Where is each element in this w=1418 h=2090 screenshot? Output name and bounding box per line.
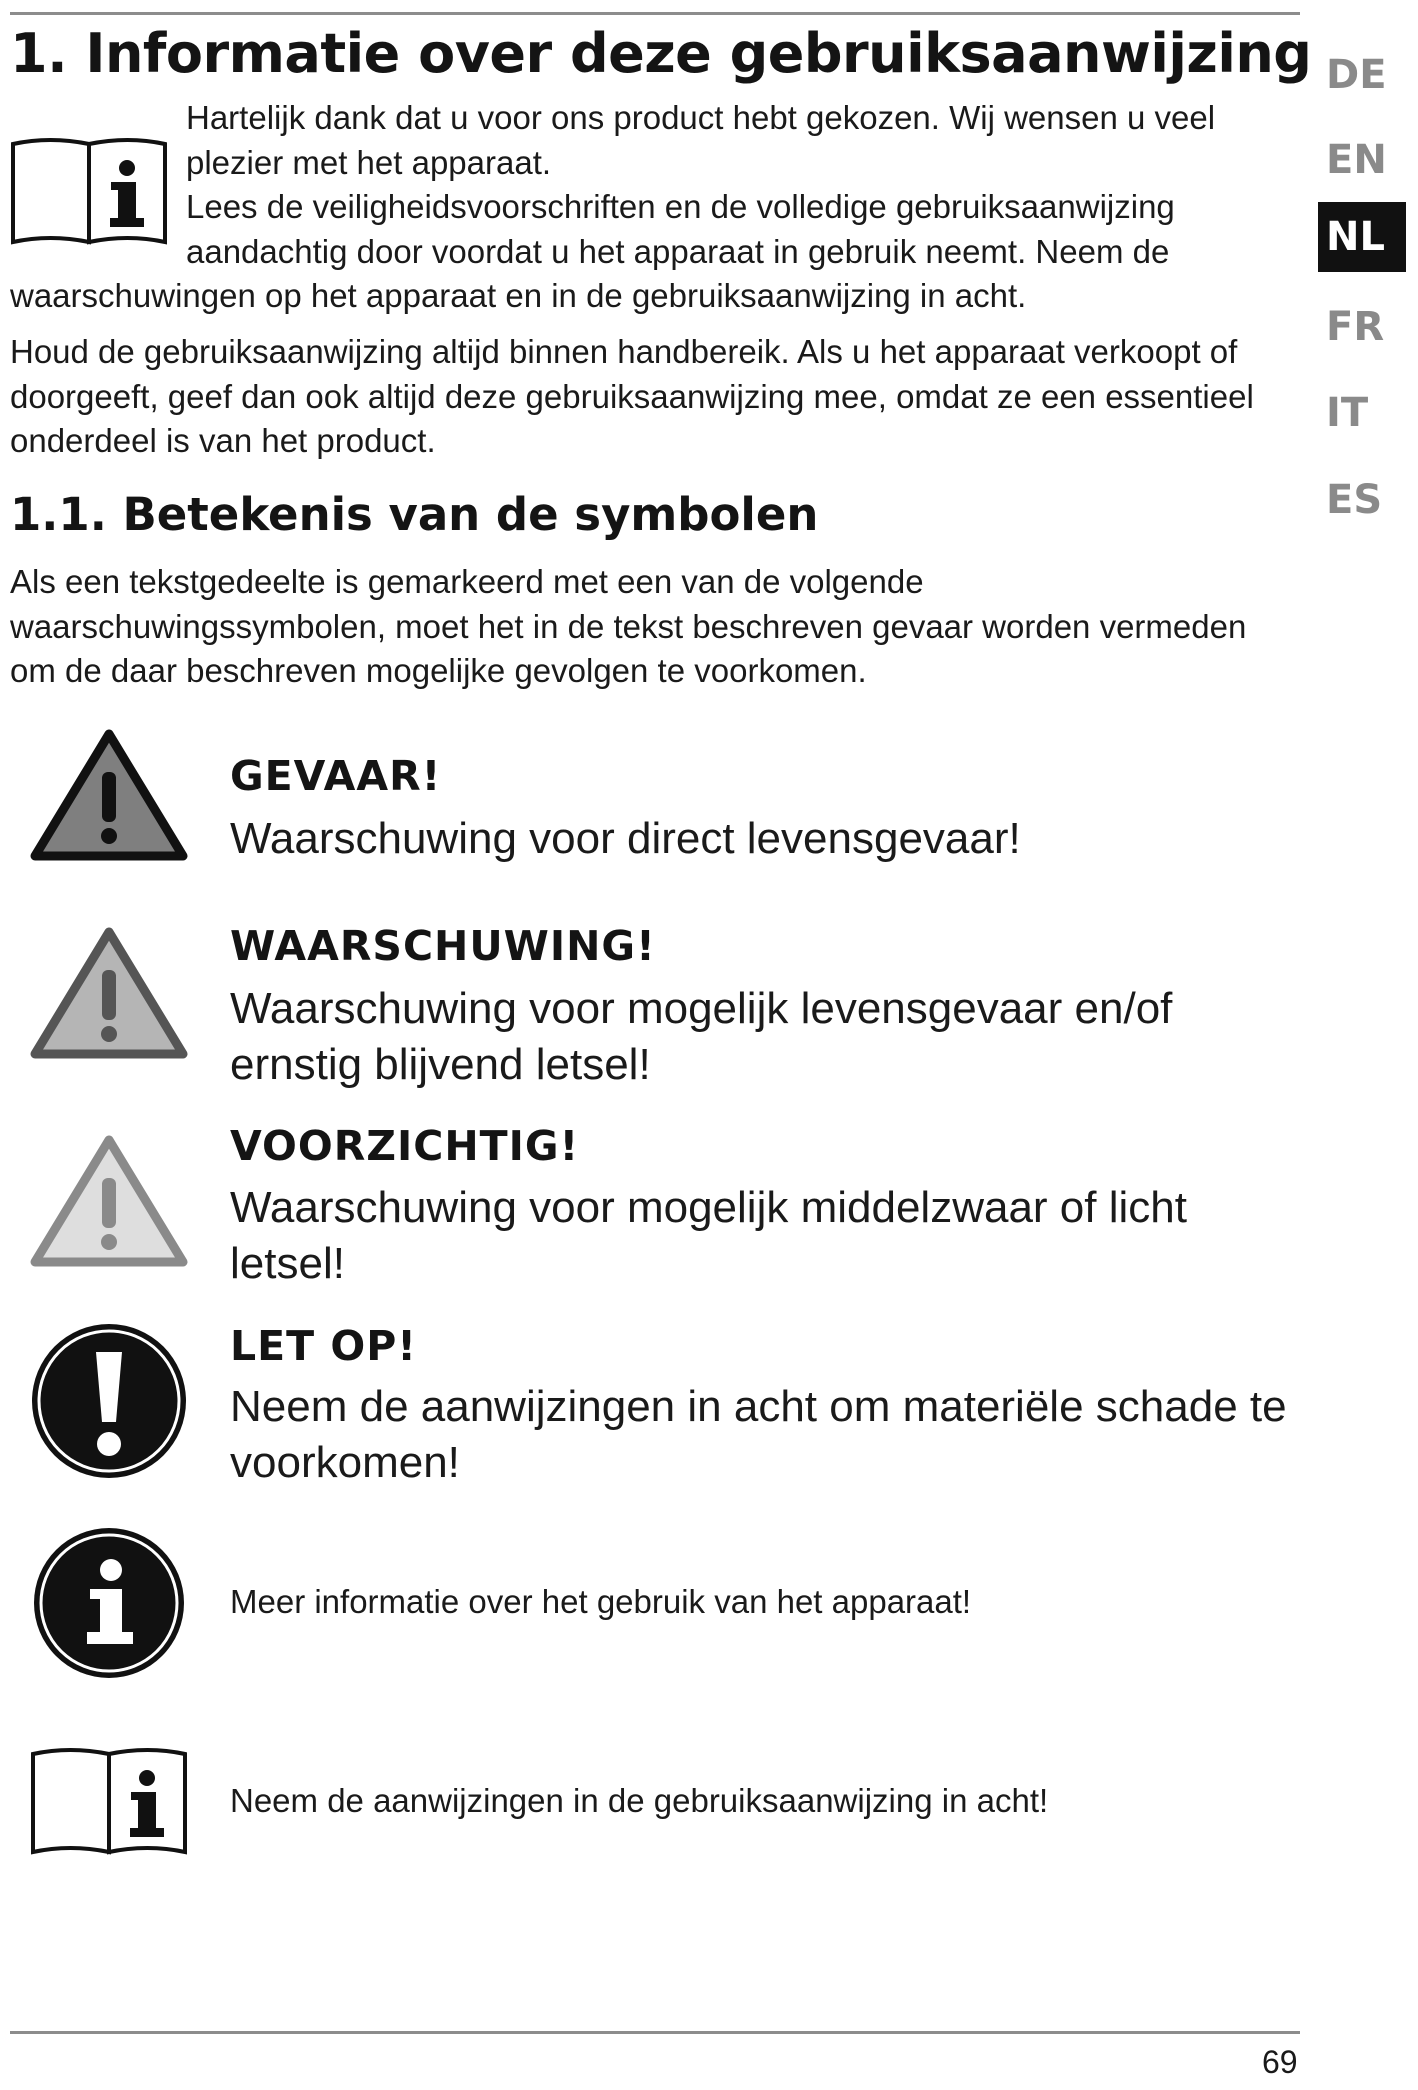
lang-tab-nl[interactable]: NL: [1318, 202, 1406, 272]
manual-info-icon: [30, 1740, 188, 1857]
info-circle-icon: [32, 1526, 186, 1680]
exclamation-circle-icon: [30, 1322, 188, 1480]
caution-text: Waarschuwing voor mogelijk middelzwaar of licht letsel!: [230, 1183, 1187, 1288]
subsection-title: 1.1. Betekenis van de symbolen: [10, 488, 819, 541]
danger-triangle-icon: [30, 728, 188, 862]
intro-safety: Lees de veiligheidsvoorschriften en de volledige gebruiksaanwijzing aandachtig door voordat u het apparaat in gebruik neemt. Neem de waarschuwingen op het apparaat en in de gebruiksaanwijzing in acht.: [10, 188, 1175, 314]
warning-title: WAARSCHUWING!: [230, 922, 656, 970]
intro-thanks: Hartelijk dank dat u voor ons product hebt gekozen. Wij wensen u veel plezier met het apparaat.: [186, 99, 1216, 181]
intro-paragraph: [10, 96, 1300, 319]
danger-text: Waarschuwing voor direct levensgevaar!: [230, 814, 1021, 863]
danger-title: GEVAAR!: [230, 752, 442, 800]
notice-text: Neem de aanwijzingen in acht om materiële schade te voorkomen!: [230, 1382, 1287, 1487]
caution-title: VOORZICHTIG!: [230, 1122, 580, 1170]
info-text: Meer informatie over het gebruik van het apparaat!: [230, 1583, 972, 1620]
top-rule: [10, 12, 1300, 15]
lang-tab-en[interactable]: EN: [1326, 137, 1387, 183]
keep-manual-paragraph: Houd de gebruiksaanwijzing altijd binnen handbereik. Als u het apparaat verkoopt of doorgeeft, geef dan ook altijd deze gebruiksaanwijzing mee, omdat ze een essentieel onderdeel is van het product.: [10, 333, 1254, 459]
section-title: 1. Informatie over deze gebruiksaanwijzing: [10, 22, 1312, 85]
warning-text: Waarschuwing voor mogelijk levensgevaar en/of ernstig blijvend letsel!: [230, 984, 1173, 1089]
symbols-intro-paragraph: Als een tekstgedeelte is gemarkeerd met een van de volgende waarschuwingssymbolen, moet het in de tekst beschreven gevaar worden vermeden om de daar beschreven mogelijke gevolgen te voorkomen.: [10, 563, 1247, 689]
caution-triangle-icon: [30, 1134, 188, 1268]
notice-title: LET OP!: [230, 1322, 417, 1370]
lang-tab-de[interactable]: DE: [1326, 52, 1387, 98]
lang-tab-it[interactable]: IT: [1326, 390, 1369, 436]
page-number: 69: [1262, 2044, 1298, 2080]
manual-text: Neem de aanwijzingen in de gebruiksaanwijzing in acht!: [230, 1782, 1049, 1819]
warning-triangle-icon: [30, 926, 188, 1060]
lang-tab-es[interactable]: ES: [1326, 477, 1383, 523]
bottom-rule: [10, 2031, 1300, 2034]
lang-tab-fr[interactable]: FR: [1326, 304, 1385, 350]
